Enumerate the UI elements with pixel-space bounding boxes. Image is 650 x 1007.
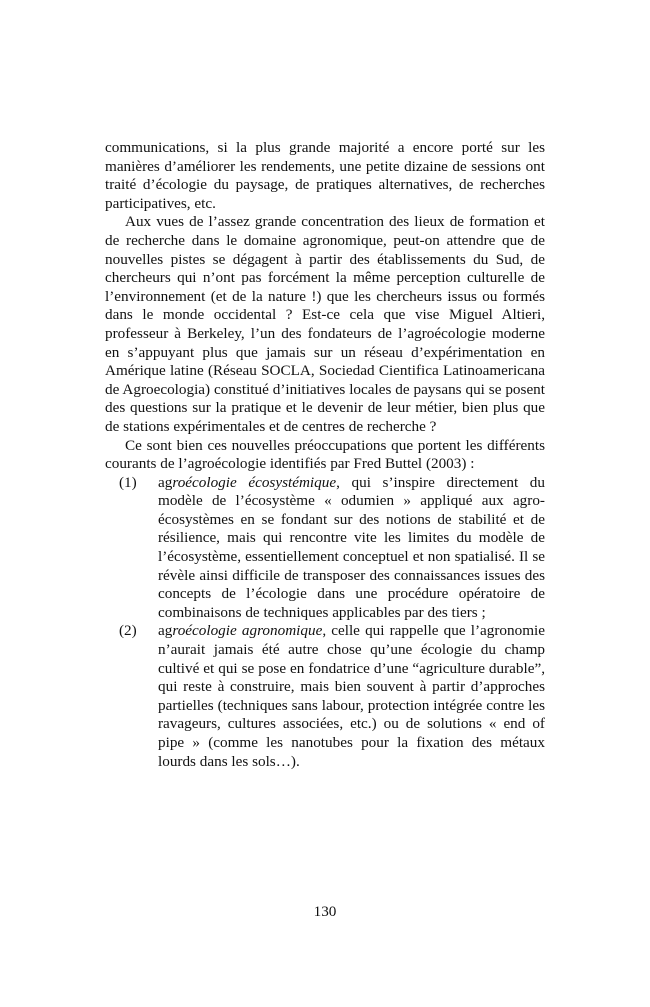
list-item-term: roécologie agronomique bbox=[172, 622, 323, 640]
list-item-term: roécologie écosystémique bbox=[172, 473, 337, 491]
list-item-prefix: ag bbox=[158, 473, 173, 491]
page-number: 130 bbox=[313, 903, 337, 920]
list-item-prefix: ag bbox=[158, 622, 173, 640]
list-item-number: (2) bbox=[119, 622, 137, 640]
paragraph-2: Aux vues de l’assez grande concentration des lieux de formation et de recherche dans le domaine agronomique, peut-on attendre que de nouvelles pistes se dégagent à partir des établissements du Sud, de chercheurs qui n’ont pas forcément la même perception culturelle de l’environnement (et de la nature !) que les chercheurs issus ou formés dans le monde occidental ? Est-ce cela que vise Miguel Altieri, professeur à Berkeley, l’un des fondateurs de l’agroécologie moderne en s’appuyant plus que jamais sur un réseau d’expérimentation en Amérique latine (Réseau SOCLA, Sociedad Cientifica Latinoamericana de Agroecologia) constitué d’initiatives locales de paysans qui se posent des questions sur la pratique et le devenir de leur métier, bien plus que de stations expérimentales et de centres de recherche ? bbox=[105, 213, 545, 435]
list-item-text: , celle qui rappelle que l’agronomie n’aurait jamais été autre chose qu’une écologie du champ cultivé et qui se pose en fondatrice d’une “agriculture durable”, qui reste à construire, mais bien souvent à partir d’approches partielles (techniques sans labour, protection intégrée contre les ravageurs, cultures associées, etc.) ou de solutions « end of pipe » (comme les nanotubes pour la fixation des métaux lourds dans les sols…). bbox=[158, 622, 545, 770]
list-item-1 bbox=[105, 474, 545, 623]
list-item-2 bbox=[105, 622, 545, 771]
list-item-number: (1) bbox=[119, 473, 137, 491]
list-item-text: , qui s’inspire directement du modèle de l’écosystème « odumien » appliqué aux agro-écosystèmes en se fondant sur des notions de stabilité et de résilience, mais qui rencontre vite les limites du modèle de l’écosystème, essentiellement conceptuel et non spatialisé. Il se révèle ainsi difficile de transposer des connaissances issues des concepts de l’écologie dans une procédure opératoire de combinaisons de techniques applicables par des tiers ; bbox=[158, 473, 545, 621]
page-body bbox=[105, 139, 545, 771]
paragraph-1: communications, si la plus grande majorité a encore porté sur les manières d’améliorer les rendements, une petite dizaine de sessions ont traité d’écologie du paysage, de pratiques alternatives, de recherches participatives, etc. bbox=[105, 139, 545, 212]
paragraph-3: Ce sont bien ces nouvelles préoccupations que portent les différents courants de l’agroécologie identifiés par Fred Buttel (2003) : bbox=[105, 436, 545, 473]
